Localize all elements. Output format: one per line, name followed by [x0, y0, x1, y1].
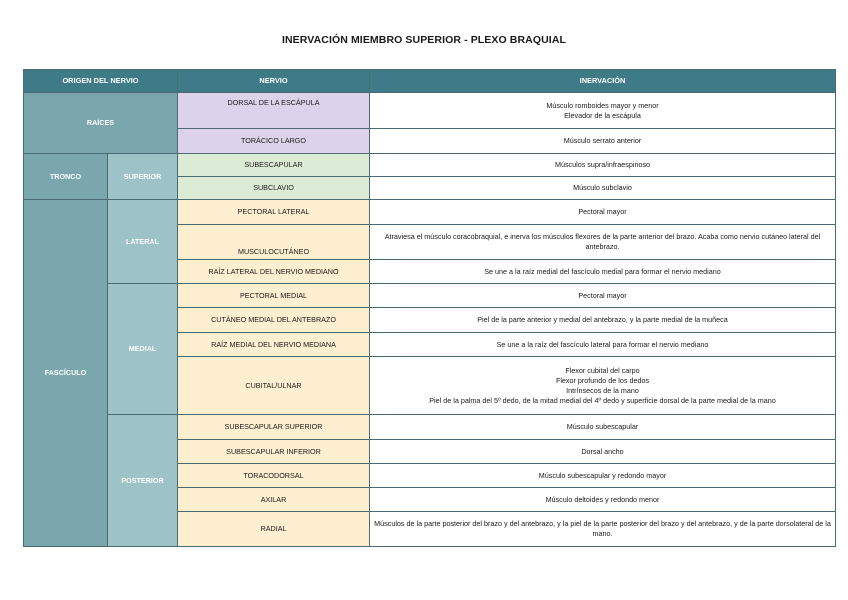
- innervation-line: Flexor cubital del carpo: [565, 365, 640, 375]
- nerve-cell: TORÁCICO LARGO: [178, 129, 370, 154]
- innervation-line: Músculo subescapular: [566, 422, 639, 431]
- innervation-line: Pectoral mayor: [578, 290, 627, 300]
- nerve-cell: PECTORAL MEDIAL: [178, 284, 370, 308]
- nerve-cell: TORACODORSAL: [178, 464, 370, 488]
- innervation-cell: [370, 512, 836, 547]
- innervation-line: Músculo subclavio: [573, 183, 632, 192]
- innervation-cell: [370, 129, 836, 154]
- header-nervio: NERVIO: [178, 70, 370, 93]
- table-row: [24, 93, 836, 129]
- table-row: [24, 415, 836, 440]
- nerve-cell: SUBESCAPULAR SUPERIOR: [178, 415, 370, 440]
- innervation-line: Músculos de la parte posterior del brazo y del antebrazo, y la piel de la parte posterior del brazo y del antebrazo, y de la parte dorsolateral de la mano.: [374, 519, 831, 538]
- innervation-cell: [370, 464, 836, 488]
- innervation-line: Músculo subescapular y redondo mayor: [538, 470, 667, 480]
- nerve-cell: DORSAL DE LA ESCÁPULA: [178, 93, 370, 129]
- innervation-cell: [370, 357, 836, 415]
- innervation-cell: [370, 93, 836, 129]
- nerve-cell: RADIAL: [178, 512, 370, 547]
- innervation-line: Intrínsecos de la mano: [566, 385, 639, 395]
- plexus-table: [23, 69, 836, 547]
- innervation-line: Piel de la parte anterior y medial del antebrazo, y la parte medial de la muñeca: [477, 315, 728, 324]
- nerve-cell: CUTÁNEO MEDIAL DEL ANTEBRAZO: [178, 308, 370, 333]
- innervation-line: Músculos supra/infraespinoso: [554, 160, 651, 169]
- innervation-line: Atraviesa el músculo coracobraquial, e inerva los músculos flexores de la parte anterior del brazo. Acaba como nervio cutáneo lateral del antebrazo.: [384, 232, 821, 251]
- group-medial: MEDIAL: [108, 284, 178, 415]
- innervation-cell: [370, 284, 836, 308]
- table-row: [24, 154, 836, 177]
- innervation-cell: [370, 260, 836, 284]
- nerve-cell: MUSCULOCUTÁNEO: [178, 225, 370, 260]
- innervation-cell: [370, 225, 836, 260]
- nerve-cell: CUBITAL/ULNAR: [178, 357, 370, 415]
- innervation-line: Músculo romboides mayor y menor: [546, 100, 659, 110]
- nerve-cell: PECTORAL LATERAL: [178, 200, 370, 225]
- innervation-cell: [370, 440, 836, 464]
- innervation-cell: [370, 200, 836, 225]
- nerve-cell: SUBESCAPULAR INFERIOR: [178, 440, 370, 464]
- table-row: [24, 284, 836, 308]
- nerve-cell: RAÍZ LATERAL DEL NERVIO MEDIANO: [178, 260, 370, 284]
- innervation-cell: [370, 308, 836, 333]
- innervation-cell: [370, 415, 836, 440]
- innervation-line: Flexor profundo de los dedos: [555, 375, 650, 385]
- innervation-line: Se une a la raíz medial del fascículo medial para formar el nervio mediano: [484, 266, 721, 276]
- innervation-line: Elevador de la escápula: [564, 110, 641, 120]
- header-inervacion: INERVACIÓN: [370, 70, 836, 93]
- table-row: [24, 200, 836, 225]
- group-raices: RAÍCES: [24, 93, 178, 154]
- innervation-line: Músculo deltoides y redondo menor: [545, 494, 660, 504]
- page-title: INERVACIÓN MIEMBRO SUPERIOR - PLEXO BRAQUIAL: [281, 34, 567, 46]
- nerve-cell: RAÍZ MEDIAL DEL NERVIO MEDIANA: [178, 333, 370, 357]
- innervation-line: Se une a la raíz del fascículo lateral para formar el nervio mediano: [496, 339, 709, 349]
- innervation-line: Piel de la palma del 5º dedo, de la mitad medial del 4º dedo y superficie dorsal de la parte medial de la mano: [429, 395, 776, 405]
- group-tronco: TRONCO: [24, 154, 108, 200]
- header-origen: ORIGEN DEL NERVIO: [24, 70, 178, 93]
- innervation-cell: [370, 154, 836, 177]
- innervation-cell: [370, 333, 836, 357]
- table-header-row: [24, 70, 836, 93]
- group-posterior: POSTERIOR: [108, 415, 178, 547]
- innervation-cell: [370, 488, 836, 512]
- nerve-cell: SUBCLAVIO: [178, 177, 370, 200]
- innervation-line: Dorsal ancho: [581, 446, 624, 456]
- group-lateral: LATERAL: [108, 200, 178, 284]
- innervation-cell: [370, 177, 836, 200]
- group-fasciculo: FASCÍCULO: [24, 200, 108, 547]
- nerve-cell: AXILAR: [178, 488, 370, 512]
- innervation-line: Pectoral mayor: [578, 207, 627, 216]
- group-superior: SUPERIOR: [108, 154, 178, 200]
- innervation-line: Músculo serrato anterior: [563, 136, 642, 145]
- nerve-cell: SUBESCAPULAR: [178, 154, 370, 177]
